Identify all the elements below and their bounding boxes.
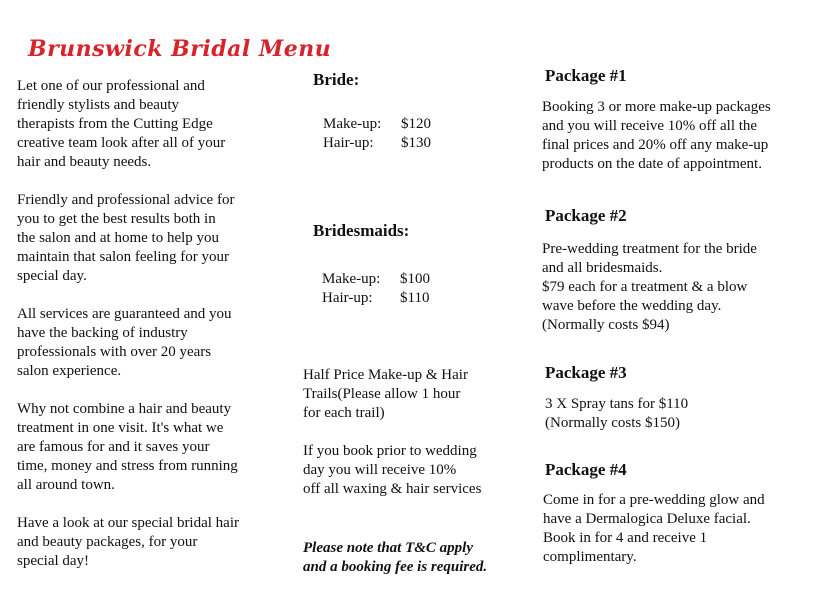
page-title: Brunswick Bridal Menu xyxy=(28,36,332,62)
terms-note: Please note that T&C apply and a booking fee is required. xyxy=(303,540,488,575)
package-1-heading: Package #1 xyxy=(545,66,627,85)
package-3-text: 3 X Spray tans for $110 (Normally costs $150) xyxy=(545,396,689,431)
bridesmaids-hairup-row xyxy=(322,289,429,308)
intro-paragraph-4: Why not combine a hair and beauty treatment in one visit. It's what we are famous for and it saves your time, money and stress from running all around town. xyxy=(17,401,238,493)
bride-makeup-price: $120 xyxy=(401,116,431,132)
bride-makeup-row xyxy=(323,115,431,134)
intro-paragraph-3: All services are guaranteed and you have the backing of industry professionals with over 20 years salon experience. xyxy=(17,306,232,379)
bridesmaids-makeup-label: Make-up: xyxy=(322,271,381,287)
bridesmaids-makeup-price: $100 xyxy=(400,271,430,287)
bride-hairup-label: Hair-up: xyxy=(323,135,374,151)
package-2-heading: Package #2 xyxy=(545,206,627,225)
bridesmaids-hairup-label: Hair-up: xyxy=(322,290,373,306)
package-1-text: Booking 3 or more make-up packages and you will receive 10% off all the final prices and 20% off any make-up products on the date of appointment. xyxy=(542,99,771,172)
package-3-heading: Package #3 xyxy=(545,363,627,382)
trials-text: Half Price Make-up & Hair Trails(Please allow 1 hour for each trail) xyxy=(303,367,468,421)
intro-paragraph-1: Let one of our professional and friendly stylists and beauty therapists from the Cutting Edge creative team look after all of your hair and beauty needs. xyxy=(17,78,226,170)
bride-makeup-label: Make-up: xyxy=(323,116,382,132)
bridesmaids-makeup-row xyxy=(322,270,430,289)
bride-heading: Bride: xyxy=(313,70,360,89)
intro-paragraph-2: Friendly and professional advice for you to get the best results both in the salon and at home to help you maintain that salon feeling for your special day. xyxy=(17,192,235,284)
intro-paragraph-5: Have a look at our special bridal hair and beauty packages, for your special day! xyxy=(17,515,239,569)
bridesmaids-heading: Bridesmaids: xyxy=(313,221,410,240)
package-2-text: Pre-wedding treatment for the bride and all bridesmaids. $79 each for a treatment & a blow wave before the wedding day. (Normally costs $94) xyxy=(542,241,757,333)
package-4-text: Come in for a pre-wedding glow and have a Dermalogica Deluxe facial. Book in for 4 and receive 1 complimentary. xyxy=(543,492,765,565)
package-4-heading: Package #4 xyxy=(545,460,627,479)
bridesmaids-hairup-price: $110 xyxy=(400,290,430,306)
bride-hairup-row xyxy=(323,134,431,153)
bride-hairup-price: $130 xyxy=(401,135,431,151)
discount-text: If you book prior to wedding day you will receive 10% off all waxing & hair services xyxy=(303,443,482,497)
